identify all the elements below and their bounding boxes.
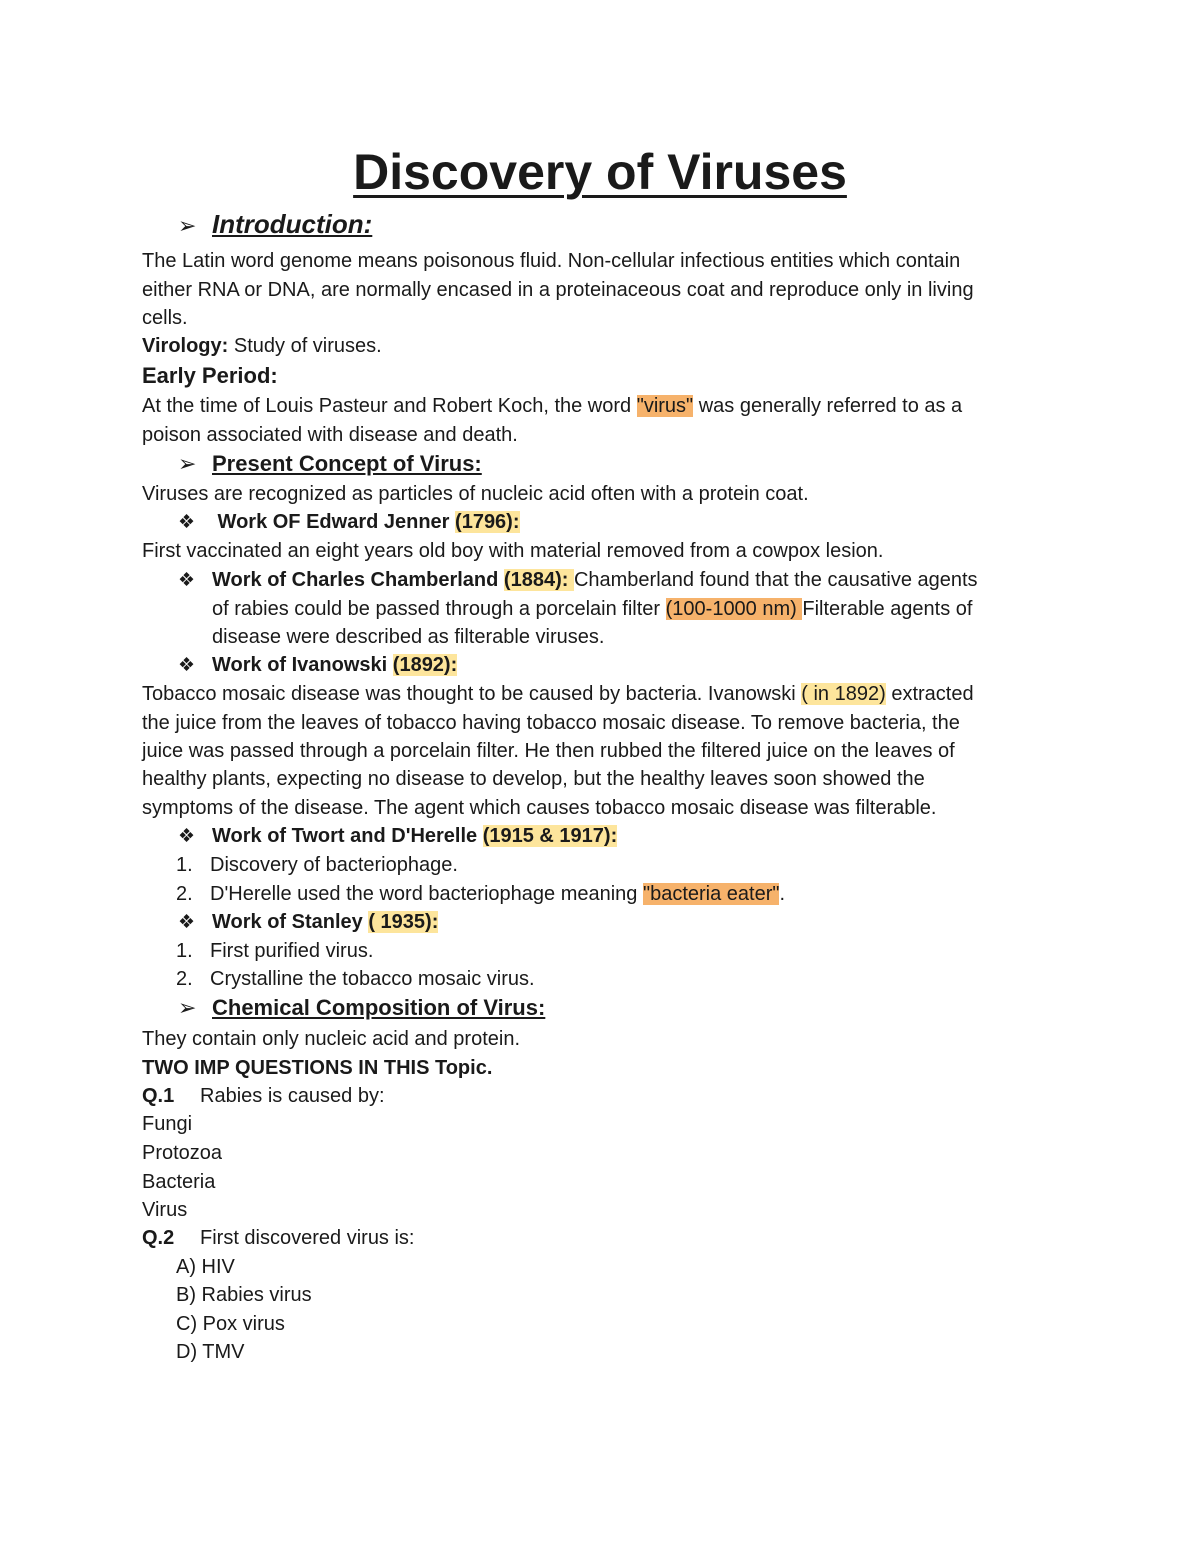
diamond-bullet-icon: ❖ (178, 826, 196, 847)
intro-paragraph-line-1: The Latin word genome means poisonous fluid. Non-cellular infectious entities which contain (142, 250, 961, 272)
intro-paragraph-line-3: cells. (142, 307, 188, 329)
twort-heading-line (178, 822, 617, 851)
stanley-heading-line (178, 908, 438, 937)
present-concept-heading: Present Concept of Virus: (212, 451, 482, 476)
list-number: 2. (176, 968, 193, 990)
ivanowski-text-1a: Tobacco mosaic disease was thought to be caused by bacteria. Ivanowski (142, 683, 802, 705)
list-number: 1. (176, 940, 193, 962)
early-period-line-2: poison associated with disease and death. (142, 424, 518, 446)
introduction-heading-line (178, 210, 372, 241)
virology-definition (142, 332, 382, 360)
ivanowski-heading-line (178, 651, 457, 680)
chamberland-line-3: disease were described as filterable viruses. (212, 626, 605, 648)
ivanowski-line-2: the juice from the leaves of tobacco having tobacco mosaic disease. To remove bacteria, the (142, 712, 960, 734)
list-text: D'Herelle used the word bacteriophage meaning (210, 883, 643, 905)
question-2-label: Q.2 (142, 1227, 175, 1249)
arrow-bullet-icon: ➢ (178, 451, 197, 476)
page-title: Discovery of Viruses (353, 144, 847, 200)
chamberland-text-2a: of rabies could be passed through a porcelain filter (212, 598, 666, 620)
question-1-text: Rabies is caused by: (200, 1085, 385, 1107)
arrow-bullet-icon: ➢ (178, 995, 197, 1020)
ivanowski-line-5: symptoms of the disease. The agent which causes tobacco mosaic disease was filterable. (142, 797, 937, 819)
chamberland-year: (1884): (503, 569, 574, 591)
list-item (176, 965, 535, 993)
list-text: Discovery of bacteriophage. (210, 854, 458, 876)
chemical-text: They contain only nucleic acid and protein. (142, 1028, 521, 1050)
ivanowski-label: Work of Ivanowski (212, 654, 393, 676)
introduction-heading: Introduction: (212, 209, 373, 239)
q1-option: Virus (142, 1199, 188, 1221)
jenner-year: (1796): (455, 511, 520, 533)
chamberland-line-2 (212, 595, 972, 623)
ivanowski-line-1 (142, 680, 974, 708)
jenner-text: First vaccinated an eight years old boy with material removed from a cowpox lesion. (142, 540, 884, 562)
diamond-bullet-icon: ❖ (178, 912, 196, 933)
q1-option: Bacteria (142, 1171, 216, 1193)
early-text-a: At the time of Louis Pasteur and Robert Koch, the word (142, 395, 637, 417)
list-text: First purified virus. (210, 940, 374, 962)
arrow-bullet-icon: ➢ (178, 213, 197, 238)
q1-option: Protozoa (142, 1142, 223, 1164)
list-text: Crystalline the tobacco mosaic virus. (210, 968, 535, 990)
question-2-text: First discovered virus is: (200, 1227, 415, 1249)
q2-option: A) HIV (176, 1256, 235, 1278)
chemical-heading: Chemical Composition of Virus: (212, 995, 546, 1020)
jenner-label: Work OF Edward Jenner (212, 511, 456, 533)
questions-heading: TWO IMP QUESTIONS IN THIS Topic. (142, 1057, 493, 1079)
q2-option: C) Pox virus (176, 1313, 285, 1335)
diamond-bullet-icon: ❖ (178, 655, 196, 676)
ivanowski-line-3: juice was passed through a porcelain filter. He then rubbed the filtered juice on the leaves of (142, 740, 955, 762)
list-number: 1. (176, 854, 193, 876)
list-item (176, 880, 785, 908)
stanley-year: ( 1935): (368, 911, 439, 933)
question-2 (142, 1224, 415, 1252)
ivanowski-year: (1892): (392, 654, 458, 676)
bacteria-eater-highlight: "bacteria eater" (642, 883, 780, 905)
chemical-heading-line (178, 994, 545, 1023)
list-number: 2. (176, 883, 193, 905)
present-concept-heading-line (178, 450, 482, 479)
question-1 (142, 1082, 385, 1110)
twort-label: Work of Twort and D'Herelle (212, 825, 483, 847)
virology-text: Study of viruses. (228, 335, 382, 357)
early-text-b: was generally referred to as a (693, 395, 963, 417)
question-1-label: Q.1 (142, 1085, 175, 1107)
stanley-label: Work of Stanley (212, 911, 369, 933)
twort-year: (1915 & 1917): (482, 825, 618, 847)
early-period-heading: Early Period: (142, 363, 278, 388)
q1-option: Fungi (142, 1113, 193, 1135)
chamberland-text-2b: Filterable agents of (802, 598, 973, 620)
ivanowski-text-1b: extracted (885, 683, 974, 705)
list-item (176, 851, 458, 879)
virology-label: Virology: (142, 335, 229, 357)
diamond-bullet-icon: ❖ (178, 512, 196, 533)
list-item (176, 937, 373, 965)
diamond-bullet-icon: ❖ (178, 570, 196, 591)
list-text-tail: . (779, 883, 786, 905)
present-concept-text: Viruses are recognized as particles of nucleic acid often with a protein coat. (142, 483, 809, 505)
chamberland-line-1 (178, 566, 978, 595)
filter-size-highlight: (100-1000 nm) (665, 598, 803, 620)
intro-paragraph-line-2: either RNA or DNA, are normally encased in a proteinaceous coat and reproduce only in living (142, 279, 974, 301)
chamberland-label: Work of Charles Chamberland (212, 569, 504, 591)
early-period-line-1 (142, 392, 962, 420)
q2-option: B) Rabies virus (176, 1284, 312, 1306)
virus-word-highlight: "virus" (636, 395, 694, 417)
ivanowski-line-4: healthy plants, expecting no disease to develop, but the healthy leaves soon showed the (142, 768, 925, 790)
chamberland-text-1: Chamberland found that the causative agents (573, 569, 978, 591)
jenner-heading-line (178, 508, 520, 537)
q2-option: D) TMV (176, 1341, 245, 1363)
ivanowski-year-highlight: ( in 1892) (801, 683, 886, 705)
